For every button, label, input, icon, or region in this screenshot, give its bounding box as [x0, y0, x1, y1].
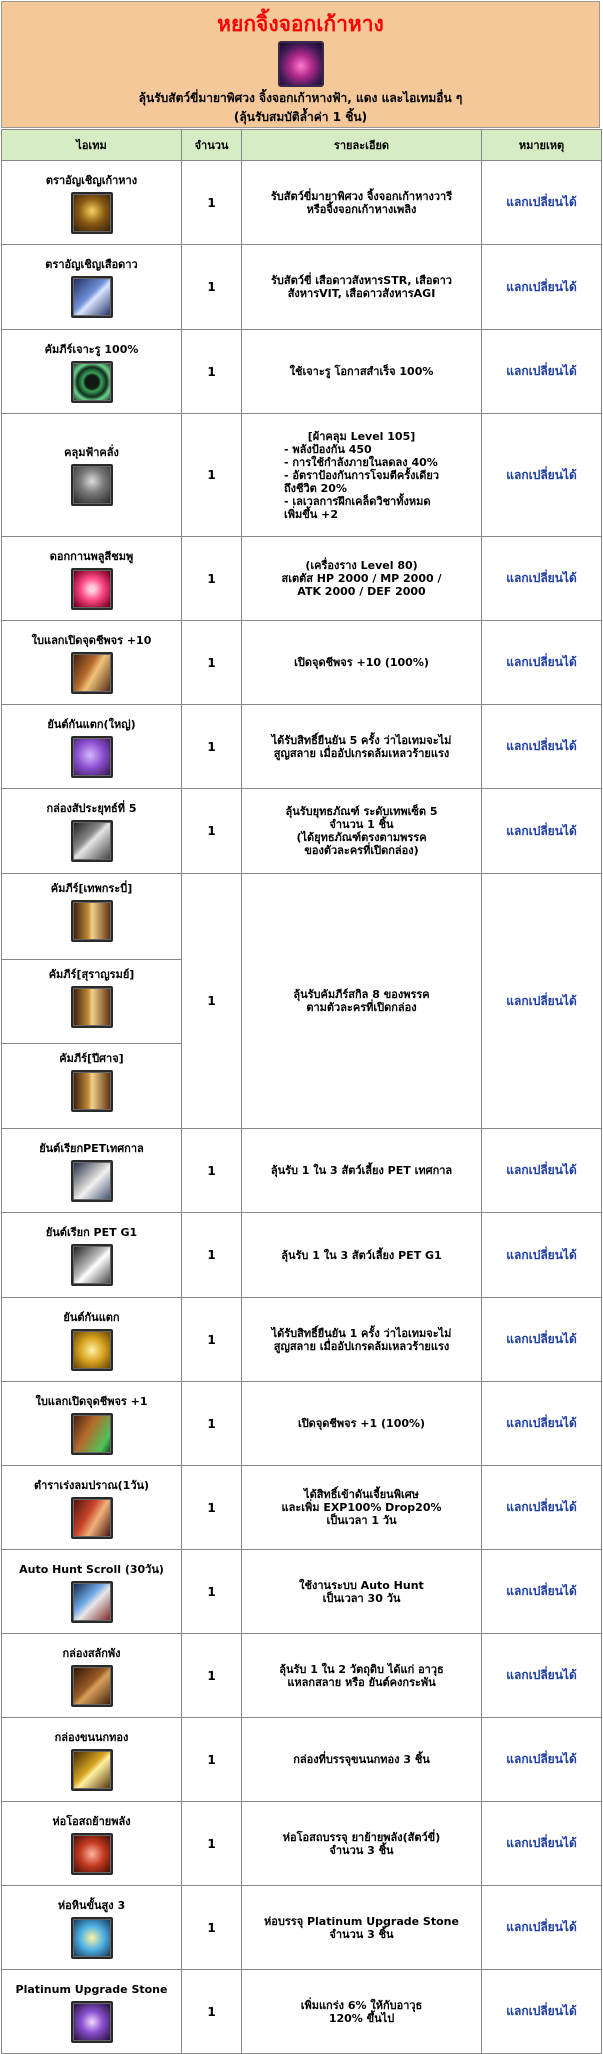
detail-line: (เครื่องราง Level 80) — [305, 559, 418, 572]
item-cell — [2, 414, 182, 537]
item-name: กล่องขนนกทอง — [54, 1730, 129, 1744]
remark-cell: แลกเปลี่ยนได้ — [482, 414, 602, 537]
item-name: กล่องสลักพัง — [62, 1646, 121, 1660]
remark-cell: แลกเปลี่ยนได้ — [482, 1466, 602, 1550]
detail-line: ใช้เจาะรู โอกาสสำเร็จ 100% — [289, 365, 434, 378]
qty-cell: 1 — [182, 245, 242, 330]
detail-line: ลุ้นรับ 1 ใน 3 สัตว์เลี้ยง PET G1 — [281, 1248, 442, 1262]
subtitle-line-2: (ลุ้นรับสมบัติล้ำค่า 1 ชิ้น) — [233, 110, 368, 124]
item-name: ตราอัญเชิญเก้าหาง — [45, 173, 138, 187]
detail-line: จำนวน 3 ชิ้น — [329, 1927, 394, 1941]
item-name: Auto Hunt Scroll (30วัน) — [19, 1562, 164, 1576]
detail-cell — [242, 1802, 482, 1886]
table-row — [2, 414, 602, 537]
platinum-stone-icon — [71, 2001, 113, 2043]
qty-cell: 1 — [182, 705, 242, 789]
detail-text — [242, 1579, 481, 1605]
item-cell — [2, 705, 182, 789]
detail-line: ได้รับสิทธิ์ยืนยัน 1 ครั้ง ว่าไอเทมจะไม่ — [271, 1326, 452, 1340]
detail-cell — [242, 1298, 482, 1382]
meridian-book-small-icon — [71, 1413, 113, 1455]
remark-cell: แลกเปลี่ยนได้ — [482, 1298, 602, 1382]
item-name: คัมภีร์เจาะรู 100% — [44, 342, 139, 356]
detail-line: ลุ้นรับคัมภีร์สกิล 8 ของพรรค — [293, 988, 430, 1001]
table-row — [2, 1382, 602, 1466]
item-cell — [2, 1970, 182, 2054]
item-cell — [2, 1213, 182, 1298]
remark-cell: แลกเปลี่ยนได้ — [482, 161, 602, 245]
table-row — [2, 1550, 602, 1634]
detail-line: เป็นเวลา 30 วัน — [322, 1591, 401, 1605]
table-row — [2, 1466, 602, 1550]
table-row — [2, 245, 602, 330]
remark-cell: แลกเปลี่ยนได้ — [482, 1718, 602, 1802]
remark-cell: แลกเปลี่ยนได้ — [482, 1382, 602, 1466]
detail-line: ลุ้นรับ 1 ใน 2 วัตถุดิบ ได้แก่ อาวุธ — [279, 1662, 444, 1676]
table-row — [2, 1634, 602, 1718]
remark-cell: แลกเปลี่ยนได้ — [482, 1802, 602, 1886]
qty-cell: 1 — [182, 1634, 242, 1718]
detail-line: - อัตราป้องกันการโจมตีครั้งเดียว — [283, 468, 440, 482]
detail-cell — [242, 1129, 482, 1213]
detail-text — [242, 274, 481, 300]
qty-cell: 1 — [182, 1718, 242, 1802]
item-cell — [2, 1634, 182, 1718]
detail-line: ใช้งานระบบ Auto Hunt — [299, 1578, 424, 1592]
table-row — [2, 330, 602, 414]
large-protection-talisman-icon — [71, 736, 113, 778]
detail-line: รับสัตว์ขี่ เสือดาวสังหารSTR, เสือดาว — [271, 274, 452, 287]
detail-text — [242, 365, 481, 378]
detail-line: - การใช้กำลังภายในลดลง 40% — [283, 455, 438, 469]
qty-cell: 1 — [182, 1298, 242, 1382]
detail-text — [242, 190, 481, 216]
detail-line: สูญสลาย เมื่ออัปเกรดล้มเหลวร้ายแรง — [273, 746, 450, 760]
detail-line: แหลกสลาย หรือ ยันต์คงกระพัน — [287, 1675, 436, 1689]
item-name: คลุมฟ้าคลั่ง — [64, 446, 119, 459]
detail-text — [284, 430, 439, 521]
scroll-book-icon — [71, 900, 113, 942]
remark-cell: แลกเปลี่ยนได้ — [482, 789, 602, 874]
table-row — [2, 1718, 602, 1802]
remark-cell: แลกเปลี่ยนได้ — [482, 330, 602, 414]
detail-text — [242, 805, 481, 857]
remark-cell: แลกเปลี่ยนได้ — [482, 1634, 602, 1718]
detail-line: จำนวน 3 ชิ้น — [329, 1843, 394, 1857]
column-header-qty: จำนวน — [182, 130, 242, 161]
detail-line: กล่องที่บรรจุขนนกทอง 3 ชิ้น — [293, 1753, 430, 1766]
column-header-detail: รายละเอียด — [242, 130, 482, 161]
item-cell — [2, 1298, 182, 1382]
item-subentry — [2, 960, 181, 1044]
detail-line: เปิดจุดชีพจร +1 (100%) — [297, 1417, 426, 1430]
detail-cell — [242, 1213, 482, 1298]
item-name: ตำราเร่งลมปราณ(1วัน) — [33, 1478, 150, 1492]
table-header-row — [2, 130, 602, 161]
detail-line: ได้สิทธิ์เข้าดันเจี้ยนพิเศษ — [304, 1488, 419, 1501]
detail-cell — [242, 621, 482, 705]
detail-line: ถึงชีวิต 20% — [283, 481, 347, 495]
remark-cell: แลกเปลี่ยนได้ — [482, 537, 602, 621]
detail-cell — [242, 245, 482, 330]
detail-text — [242, 988, 481, 1014]
detail-text — [242, 656, 481, 669]
table-row — [2, 1970, 602, 2054]
qi-book-icon — [71, 1497, 113, 1539]
qty-cell: 1 — [182, 414, 242, 537]
remark-cell: แลกเปลี่ยนได้ — [482, 1550, 602, 1634]
detail-text — [242, 1249, 481, 1262]
item-cell — [2, 1718, 182, 1802]
festival-pet-talisman-icon — [71, 1160, 113, 1202]
remark-cell: แลกเปลี่ยนได้ — [482, 705, 602, 789]
detail-line: - เลเวลการฝึกเคล็ดวิชาทั้งหมด — [283, 494, 431, 508]
item-name: ห่อโอสถย้ายพลัง — [52, 1814, 131, 1828]
item-name: ยันต์กันแตก(ใหญ่) — [47, 717, 136, 731]
detail-cell — [242, 789, 482, 874]
remark-cell: แลกเปลี่ยนได้ — [482, 874, 602, 1129]
item-cell — [2, 1802, 182, 1886]
item-name: ยันต์เรียก PET G1 — [45, 1226, 138, 1239]
item-cell — [2, 245, 182, 330]
item-name: คัมภีร์[สุราญรมย์] — [48, 968, 135, 981]
cloak-icon — [71, 464, 113, 506]
column-header-remark: หมายเหตุ — [482, 130, 602, 161]
table-row — [2, 705, 602, 789]
detail-line: ลุ้นรับยุทธภัณฑ์ ระดับเทพเซ็ต 5 — [285, 805, 438, 818]
qty-cell: 1 — [182, 1802, 242, 1886]
detail-cell — [242, 1970, 482, 2054]
golden-feather-box-icon — [71, 1749, 113, 1791]
detail-text — [242, 1831, 481, 1857]
detail-line: หรือจิ้งจอกเก้าหางเพลิง — [306, 202, 417, 216]
detail-line: ของตัวละครที่เปิดกล่อง) — [304, 844, 419, 857]
remark-cell: แลกเปลี่ยนได้ — [482, 1886, 602, 1970]
remark-cell: แลกเปลี่ยนได้ — [482, 1129, 602, 1213]
column-header-item: ไอเทม — [2, 130, 182, 161]
summon-seal-question-icon — [71, 192, 113, 234]
qty-cell: 1 — [182, 1466, 242, 1550]
detail-cell — [242, 1634, 482, 1718]
detail-text — [242, 1327, 481, 1353]
item-name: ยันต์เรียกPETเทศกาล — [39, 1141, 144, 1155]
qty-cell: 1 — [182, 1886, 242, 1970]
scroll-book-icon — [71, 1070, 113, 1112]
detail-line: - พลังป้องกัน 450 — [283, 442, 372, 456]
item-cell — [2, 1466, 182, 1550]
item-name: ใบแลกเปิดจุดชีพจร +1 — [35, 1394, 148, 1408]
detail-text — [242, 1915, 481, 1941]
item-cell — [2, 789, 182, 874]
detail-cell — [242, 705, 482, 789]
detail-cell — [242, 330, 482, 414]
item-name: ดอกกานพลูสีชมพู — [49, 549, 134, 563]
detail-cell — [242, 1382, 482, 1466]
remark-cell: แลกเปลี่ยนได้ — [482, 621, 602, 705]
advanced-stone-pack-icon — [71, 1917, 113, 1959]
item-cell — [2, 1886, 182, 1970]
item-cell — [2, 874, 182, 1129]
remark-cell: แลกเปลี่ยนได้ — [482, 1970, 602, 2054]
item-name: คัมภีร์[เทพกระบี่] — [50, 882, 133, 895]
table-row — [2, 1213, 602, 1298]
battle-box-icon — [71, 820, 113, 862]
item-name: ยันต์กันแตก — [63, 1310, 120, 1324]
detail-cell — [242, 161, 482, 245]
detail-line: ห่อบรรจุ Platinum Upgrade Stone — [264, 1914, 459, 1928]
page-title: หยกจิ้งจอกเก้าหาง — [217, 12, 384, 36]
detail-text — [242, 1753, 481, 1766]
detail-text — [242, 1164, 481, 1177]
table-row — [2, 621, 602, 705]
detail-text — [242, 1663, 481, 1689]
detail-line: ลุ้นรับ 1 ใน 3 สัตว์เลี้ยง PET เทศกาล — [270, 1164, 453, 1177]
item-name: คัมภีร์[ปีศาจ] — [59, 1052, 124, 1065]
item-cell — [2, 161, 182, 245]
item-table — [1, 129, 602, 2054]
detail-line: ได้รับสิทธิ์ยืนยัน 5 ครั้ง ว่าไอเทมจะไม่ — [271, 733, 452, 747]
detail-cell — [242, 537, 482, 621]
detail-line: เพิ่มขึ้น +2 — [283, 507, 338, 521]
table-row — [2, 874, 602, 1129]
detail-line: ATK 2000 / DEF 2000 — [297, 585, 426, 598]
item-subentry — [2, 1044, 181, 1128]
detail-cell — [242, 1886, 482, 1970]
fox-jade-icon — [278, 41, 324, 87]
leopard-seal-icon — [71, 276, 113, 318]
detail-line: เพิ่มแกร่ง 6% ให้กับอาวุธ — [300, 1998, 423, 2012]
item-subentry — [2, 874, 181, 960]
item-cell — [2, 537, 182, 621]
detail-text — [242, 559, 481, 598]
item-name: ตราอัญเชิญเสือดาว — [45, 258, 138, 271]
detail-cell — [242, 1718, 482, 1802]
detail-line: ห่อโอสถบรรจุ ยาย้ายพลัง(สัตว์ขี่) — [282, 1830, 441, 1844]
table-row — [2, 789, 602, 874]
detail-line: จำนวน 1 ชิ้น — [329, 818, 394, 831]
remark-cell: แลกเปลี่ยนได้ — [482, 1213, 602, 1298]
socket-scroll-icon — [71, 361, 113, 403]
auto-hunt-scroll-icon — [71, 1581, 113, 1623]
detail-text — [242, 1999, 481, 2025]
detail-line: เป็นเวลา 1 วัน — [326, 1514, 397, 1527]
qty-cell: 1 — [182, 874, 242, 1129]
qty-cell: 1 — [182, 330, 242, 414]
detail-line: เปิดจุดชีพจร +10 (100%) — [294, 656, 429, 669]
remark-cell: แลกเปลี่ยนได้ — [482, 245, 602, 330]
item-name: ใบแลกเปิดจุดชีพจร +10 — [31, 633, 152, 647]
meridian-book-icon — [71, 652, 113, 694]
potion-pack-icon — [71, 1833, 113, 1875]
item-name: Platinum Upgrade Stone — [15, 1982, 168, 1996]
detail-text — [242, 1488, 481, 1527]
detail-cell — [242, 874, 482, 1129]
pink-flower-icon — [71, 568, 113, 610]
detail-cell — [242, 1550, 482, 1634]
detail-line: 120% ขึ้นไป — [328, 2011, 395, 2025]
detail-line: (ได้ยุทธภัณฑ์ตรงตามพรรค — [296, 831, 427, 844]
detail-line: ตามตัวละครที่เปิดกล่อง — [306, 1001, 417, 1014]
table-row — [2, 1298, 602, 1382]
detail-text — [242, 734, 481, 760]
item-cell — [2, 1129, 182, 1213]
item-name: ห่อหินขั้นสูง 3 — [57, 1898, 126, 1912]
item-cell — [2, 1550, 182, 1634]
subtitle-line-1: ลุ้นรับสัตว์ขี่มายาพิศวง จิ้งจอกเก้าหางฟ้า, แดง และไอเทมอื่น ๆ — [138, 91, 463, 105]
qty-cell: 1 — [182, 789, 242, 874]
detail-cell — [242, 1466, 482, 1550]
detail-line: สูญสลาย เมื่ออัปเกรดล้มเหลวร้ายแรง — [273, 1339, 450, 1353]
table-row — [2, 161, 602, 245]
table-row — [2, 1129, 602, 1213]
item-name: กล่องสัประยุทธ์ที่ 5 — [46, 802, 137, 815]
detail-line: สเตตัส HP 2000 / MP 2000 / — [281, 572, 442, 585]
detail-line: และเพิ่ม EXP100% Drop20% — [281, 1501, 442, 1514]
qty-cell: 1 — [182, 1129, 242, 1213]
qty-cell: 1 — [182, 1550, 242, 1634]
item-cell — [2, 330, 182, 414]
detail-line: [ผ้าคลุม Level 105] — [307, 429, 416, 443]
qty-cell: 1 — [182, 1382, 242, 1466]
qty-cell: 1 — [182, 537, 242, 621]
detail-line: รับสัตว์ขี่มายาพิศวง จิ้งจอกเก้าหางวารี — [270, 189, 453, 203]
detail-text — [242, 1417, 481, 1430]
qty-cell: 1 — [182, 621, 242, 705]
qty-cell: 1 — [182, 1970, 242, 2054]
table-row — [2, 1802, 602, 1886]
pet-g1-talisman-icon — [71, 1244, 113, 1286]
table-row — [2, 537, 602, 621]
item-cell — [2, 621, 182, 705]
broken-lock-box-icon — [71, 1665, 113, 1707]
protection-talisman-icon — [71, 1329, 113, 1371]
qty-cell: 1 — [182, 161, 242, 245]
qty-cell: 1 — [182, 1213, 242, 1298]
detail-line: สังหารVIT, เสือดาวสังหารAGI — [287, 287, 436, 300]
detail-cell — [242, 414, 482, 537]
table-row — [2, 1886, 602, 1970]
scroll-book-icon — [71, 986, 113, 1028]
header-banner — [1, 1, 600, 128]
item-cell — [2, 1382, 182, 1466]
